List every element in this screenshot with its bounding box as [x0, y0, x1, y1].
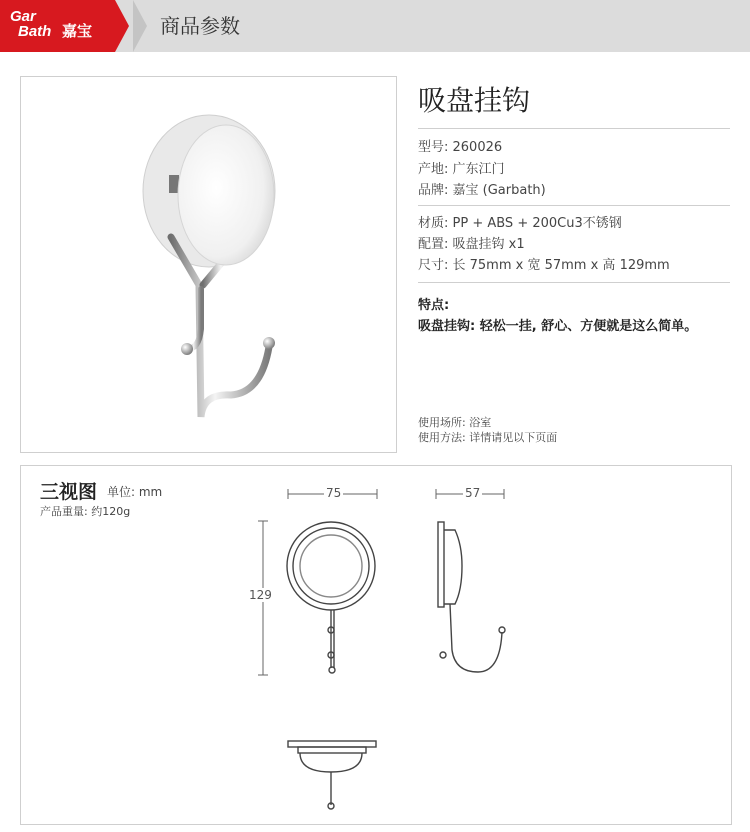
- spec-brand: 品牌: 嘉宝 (Garbath): [418, 183, 546, 198]
- brand-logo[interactable]: [0, 0, 115, 52]
- three-view-panel: [20, 465, 732, 825]
- dim-depth: 57: [465, 486, 481, 500]
- features-text: 吸盘挂钩: 轻松一挂, 舒心、方便就是这么简单。: [418, 319, 698, 334]
- spec-config: 配置: 吸盘挂钩 x1: [418, 237, 525, 252]
- divider: [418, 128, 730, 129]
- brand-logo-line1: Gar: [10, 8, 36, 25]
- product-weight: 产品重量: 约120g: [40, 505, 131, 518]
- product-name: 吸盘挂钩: [418, 84, 531, 117]
- brand-logo-chinese: 嘉宝: [62, 22, 93, 40]
- usage-place: 使用场所: 浴室: [418, 416, 492, 429]
- spec-size: 尺寸: 长 75mm x 宽 57mm x 高 129mm: [418, 258, 670, 273]
- spec-material: 材质: PP + ABS + 200Cu3不锈钢: [418, 216, 622, 231]
- divider: [418, 205, 730, 206]
- three-view-title: 三视图: [40, 481, 98, 503]
- product-photo: [21, 77, 398, 454]
- header-bar: [0, 0, 750, 52]
- dim-height: 129: [249, 588, 272, 602]
- product-photo-frame: [20, 76, 397, 453]
- features-title: 特点:: [418, 298, 450, 313]
- brand-logo-line2: Bath: [18, 23, 52, 40]
- spec-origin: 产地: 广东江门: [418, 162, 505, 177]
- unit-label: 单位: mm: [107, 485, 163, 499]
- spec-model: 型号: 260026: [418, 140, 503, 155]
- dim-width: 75: [326, 486, 342, 500]
- brand-chevron: [115, 0, 129, 52]
- divider: [418, 282, 730, 283]
- usage-method: 使用方法: 详情请见以下页面: [418, 431, 558, 444]
- section-title: 商品参数: [160, 14, 240, 38]
- brand-chevron-shadow: [133, 0, 147, 52]
